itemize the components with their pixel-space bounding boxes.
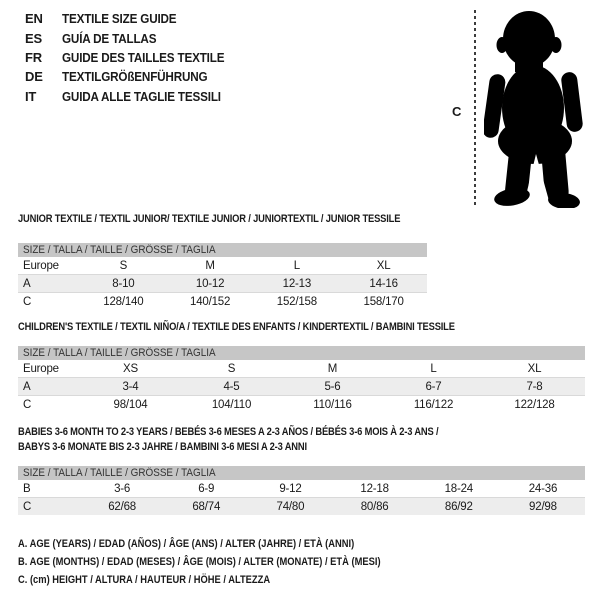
language-code: DE	[25, 69, 43, 85]
language-code: EN	[25, 11, 43, 27]
section-heading	[18, 321, 585, 334]
language-row	[25, 28, 242, 47]
junior-size-table	[18, 243, 427, 310]
size-table-header	[18, 466, 585, 480]
size-table-header-text: SIZE / TALLA / TAILLE / GRÖSSE / TAGLIA	[23, 347, 216, 359]
height-measure-label: C	[452, 104, 462, 119]
guide-title: GUÍA DE TALLAS	[62, 30, 157, 46]
section-heading-text: JUNIOR TEXTILE / TEXTIL JUNIOR/ TEXTILE JUNIOR / JUNIORTEXTIL / JUNIOR TESSILE	[18, 213, 401, 225]
table-cell: XL	[376, 259, 391, 272]
footnote-text: B. AGE (MONTHS) / EDAD (MESES) / ÂGE (MOIS) / ALTER (MONATE) / ETÀ (MESI)	[18, 556, 381, 569]
language-title-list	[25, 9, 242, 106]
table-cell: 68/74	[192, 500, 221, 513]
table-cell: 158/170	[363, 295, 404, 308]
footnote-text: C. (cm) HEIGHT / ALTURA / HAUTEUR / HÖHE / ALTEZZA	[18, 574, 271, 587]
table-cell: 80/86	[360, 500, 389, 513]
size-table-header	[18, 346, 585, 360]
table-cell: 104/110	[211, 398, 252, 411]
guide-title: GUIDA ALLE TAGLIE TESSILI	[62, 88, 221, 104]
table-cell: 24-36	[528, 482, 558, 495]
table-cell: 12-13	[282, 277, 312, 290]
table-cell: M	[327, 362, 338, 375]
row-label: B	[23, 482, 31, 495]
row-label: Europe	[23, 362, 59, 375]
table-cell: S	[119, 259, 128, 272]
language-code: IT	[25, 88, 37, 104]
table-cell: 9-12	[279, 482, 302, 495]
language-row	[25, 67, 242, 86]
footnote-text: A. AGE (YEARS) / EDAD (AÑOS) / ÂGE (ANS) / ALTER (JAHRE) / ETÀ (ANNI)	[18, 538, 355, 551]
row-label: C	[23, 500, 32, 513]
table-cell: 122/128	[514, 398, 555, 411]
section-heading-text: CHILDREN'S TEXTILE / TEXTIL NIÑO/A / TEXTILE DES ENFANTS / KINDERTEXTIL / BAMBINI TESSILE	[18, 321, 455, 333]
table-cell: 6-7	[425, 380, 442, 393]
table-row	[18, 378, 585, 396]
table-cell: 62/68	[108, 500, 136, 513]
table-cell: 7-8	[526, 380, 543, 393]
row-label: A	[23, 380, 31, 393]
table-row	[18, 275, 427, 293]
table-cell: 3-6	[114, 482, 131, 495]
table-cell: 74/80	[276, 500, 305, 513]
language-row	[25, 9, 242, 28]
table-cell: S	[227, 362, 236, 375]
language-code: ES	[25, 30, 42, 46]
table-cell: 6-9	[198, 482, 215, 495]
table-cell: XS	[123, 362, 138, 375]
row-label: C	[23, 295, 32, 308]
babies-size-table	[18, 466, 585, 515]
size-table-header-text: SIZE / TALLA / TAILLE / GRÖSSE / TAGLIA	[23, 467, 216, 479]
footnote-b	[18, 553, 445, 571]
table-cell: 98/104	[113, 398, 148, 411]
language-code: FR	[25, 49, 42, 65]
table-row	[18, 293, 427, 310]
guide-title: TEXTILE SIZE GUIDE	[62, 11, 177, 27]
table-cell: 14-16	[369, 277, 398, 290]
table-row	[18, 480, 585, 498]
table-cell: 92/98	[529, 500, 557, 513]
table-cell: 116/122	[413, 398, 454, 411]
table-cell: 8-10	[112, 277, 135, 290]
row-label: A	[23, 277, 31, 290]
table-cell: 4-5	[223, 380, 240, 393]
table-cell: 110/116	[313, 398, 352, 411]
table-cell: L	[430, 362, 437, 375]
table-cell: 5-6	[324, 380, 341, 393]
baby-silhouette-icon	[484, 8, 592, 208]
section-junior-textile	[18, 213, 427, 310]
section-heading	[18, 425, 585, 454]
table-row	[18, 498, 585, 515]
table-cell: XL	[527, 362, 542, 375]
section-heading	[18, 213, 427, 226]
table-cell: 3-4	[122, 380, 139, 393]
footnote-c	[18, 571, 445, 589]
size-table-header	[18, 243, 427, 257]
footnote-a	[18, 535, 445, 553]
table-cell: 12-18	[360, 482, 389, 495]
table-row	[18, 257, 427, 275]
footnote-legend	[18, 535, 445, 590]
size-table-header-text: SIZE / TALLA / TAILLE / GRÖSSE / TAGLIA	[23, 244, 216, 256]
guide-title: TEXTILGRÖßENFÜHRUNG	[62, 69, 208, 85]
height-measure-dashed-line-icon	[474, 10, 476, 207]
language-row	[25, 87, 242, 106]
section-heading-text-line2: BABYS 3-6 MONATE BIS 2-3 JAHRE / BAMBINI 3-6 MESI A 2-3 ANNI	[18, 440, 307, 453]
table-cell: 128/140	[103, 295, 144, 308]
row-label: Europe	[23, 259, 59, 272]
table-cell: L	[293, 259, 300, 272]
section-babies-textile	[18, 425, 585, 515]
row-label: C	[23, 398, 32, 411]
table-cell: M	[205, 259, 215, 272]
table-cell: 18-24	[444, 482, 473, 495]
guide-title: GUIDE DES TAILLES TEXTILE	[62, 49, 225, 65]
language-row	[25, 48, 242, 67]
table-cell: 86/92	[444, 500, 473, 513]
section-childrens-textile	[18, 321, 585, 413]
table-row	[18, 360, 585, 378]
table-row	[18, 396, 585, 413]
section-heading-text-line1: BABIES 3-6 MONTH TO 2-3 YEARS / BEBÉS 3-6 MESES A 2-3 AÑOS / BÉBÉS 3-6 MOIS À 2-3 ANS /	[18, 426, 439, 438]
table-cell: 152/158	[276, 295, 317, 308]
children-size-table	[18, 346, 585, 413]
table-cell: 10-12	[195, 277, 225, 290]
table-cell: 140/152	[190, 295, 231, 308]
